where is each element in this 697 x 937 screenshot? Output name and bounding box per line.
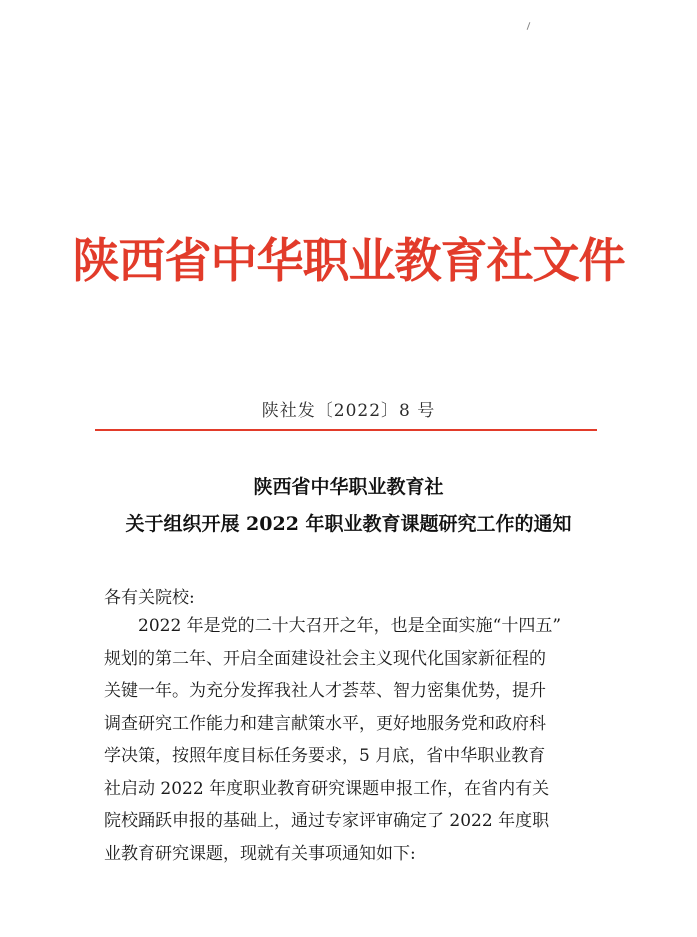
paragraph-line: 规划的第二年、开启全面建设社会主义现代化国家新征程的 bbox=[104, 648, 546, 669]
notice-title-subject: 关于组织开展 2022 年职业教育课题研究工作的通知 bbox=[125, 513, 572, 535]
body-paragraph bbox=[104, 610, 604, 870]
paragraph-line: 学决策，按照年度目标任务要求，5 月底，省中华职业教育 bbox=[104, 746, 546, 766]
paragraph-line: 关键一年。为充分发挥我社人才荟萃、智力密集优势，提升 bbox=[104, 681, 546, 701]
scan-mark bbox=[527, 22, 531, 30]
paragraph-line: 2022 年是党的二十大召开之年，也是全面实施“十四五” bbox=[104, 616, 562, 636]
paragraph-line: 社启动 2022 年度职业教育研究课题申报工作，在省内有关 bbox=[104, 778, 550, 799]
notice-title-issuer: 陕西省中华职业教育社 bbox=[253, 476, 444, 498]
paragraph-line: 院校踊跃申报的基础上，通过专家评审确定了 2022 年度职 bbox=[104, 811, 550, 831]
paragraph-line: 业教育研究课题，现就有关事项通知如下: bbox=[104, 843, 416, 864]
masthead-title: 陕西省中华职业教育社文件 bbox=[72, 234, 625, 289]
document-number: 陕社发〔2022〕8 号 bbox=[261, 401, 436, 421]
red-divider bbox=[95, 429, 597, 431]
salutation: 各有关院校: bbox=[104, 588, 195, 608]
paragraph-line: 调查研究工作能力和建言献策水平，更好地服务党和政府科 bbox=[104, 713, 546, 734]
